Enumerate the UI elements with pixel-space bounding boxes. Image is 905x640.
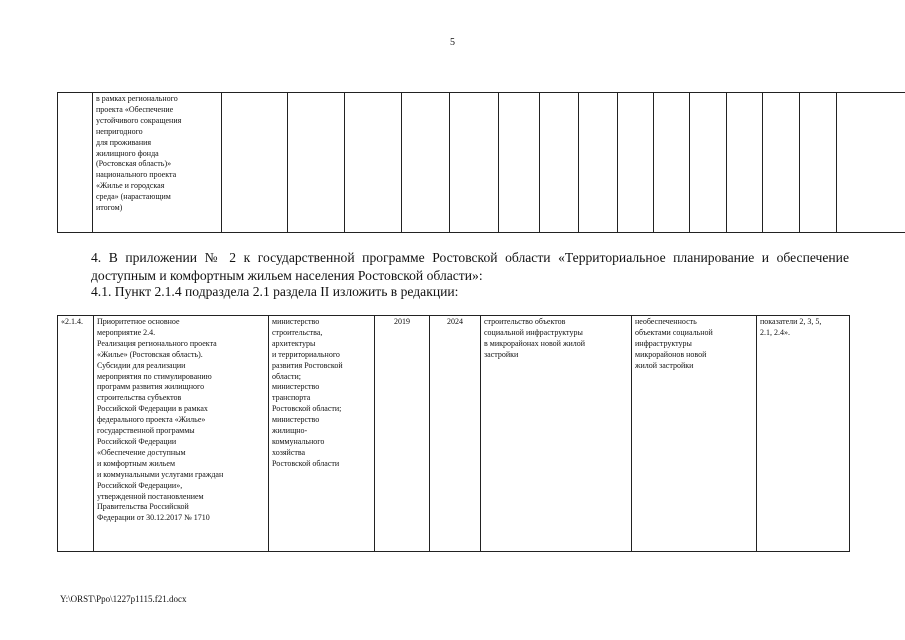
- table-cell: [618, 93, 654, 233]
- table-cell: [837, 93, 905, 233]
- document-path: Y:\ORST\Ppo\1227p1115.f21.docx: [60, 594, 187, 604]
- measure-table: [57, 315, 850, 552]
- consequences-cell: необеспеченность объектами социальной инфраструктуры микрорайонов новой жилой застройки: [632, 316, 757, 552]
- executor-cell: министерство строительства, архитектуры и территориального развития Ростовской области; министерство транспорта Ростовской области; министерство жилищно- коммунального хозяйства Ростовской области: [269, 316, 375, 552]
- table-cell: [800, 93, 837, 233]
- table-cell: [499, 93, 540, 233]
- page-number: 5: [450, 37, 455, 48]
- paragraph-amendment: [57, 249, 849, 285]
- expected-result-cell: строительство объектов социальной инфраструктуры в микрорайонах новой жилой застройки: [481, 316, 632, 552]
- table-cell: [450, 93, 499, 233]
- table-cell: [579, 93, 618, 233]
- indicator-name-cell: в рамках регионального проекта «Обеспечение устойчивого сокращения непригодного для проживания жилищного фонда (Ростовская область)» национального проекта «Жилье и городская среда» (нарастающим итогом): [93, 93, 222, 233]
- table-cell: [345, 93, 402, 233]
- table-cell: [690, 93, 727, 233]
- continuation-table: [57, 92, 905, 233]
- table-cell: [58, 93, 93, 233]
- table-row: [58, 93, 905, 233]
- table-cell: [654, 93, 690, 233]
- table-cell: [763, 93, 800, 233]
- paragraph-text: 4. В приложении № 2 к государственной программе Ростовской области «Территориальное планирование и обеспечение доступным и комфортным жильем населения Ростовской области»:: [91, 250, 849, 283]
- end-year-cell: 2024: [430, 316, 481, 552]
- table-cell: [540, 93, 579, 233]
- paragraph-subpoint: 4.1. Пункт 2.1.4 подраздела 2.1 раздела II изложить в редакции:: [91, 284, 459, 299]
- start-year-cell: 2019: [375, 316, 430, 552]
- table-cell: [402, 93, 450, 233]
- table-cell: [727, 93, 763, 233]
- indicators-cell: показатели 2, 3, 5, 2.1, 2.4».: [757, 316, 850, 552]
- table-cell: [288, 93, 345, 233]
- table-cell: [222, 93, 288, 233]
- table-row: [58, 316, 850, 552]
- measure-number-cell: «2.1.4.: [58, 316, 94, 552]
- measure-description-cell: Приоритетное основное мероприятие 2.4. Реализация регионального проекта «Жилье» (Ростовская область). Субсидии для реализации мероприятия по стимулированию программ развития жилищного строительства субъектов Российской Федерации в рамках федерального проекта «Жилье» государственной программы Российской Федерации «Обеспечение доступным и комфортным жильем и коммунальными услугами граждан Российской Федерации», утвержденной постановлением Правительства Российской Федерации от 30.12.2017 № 1710: [94, 316, 269, 552]
